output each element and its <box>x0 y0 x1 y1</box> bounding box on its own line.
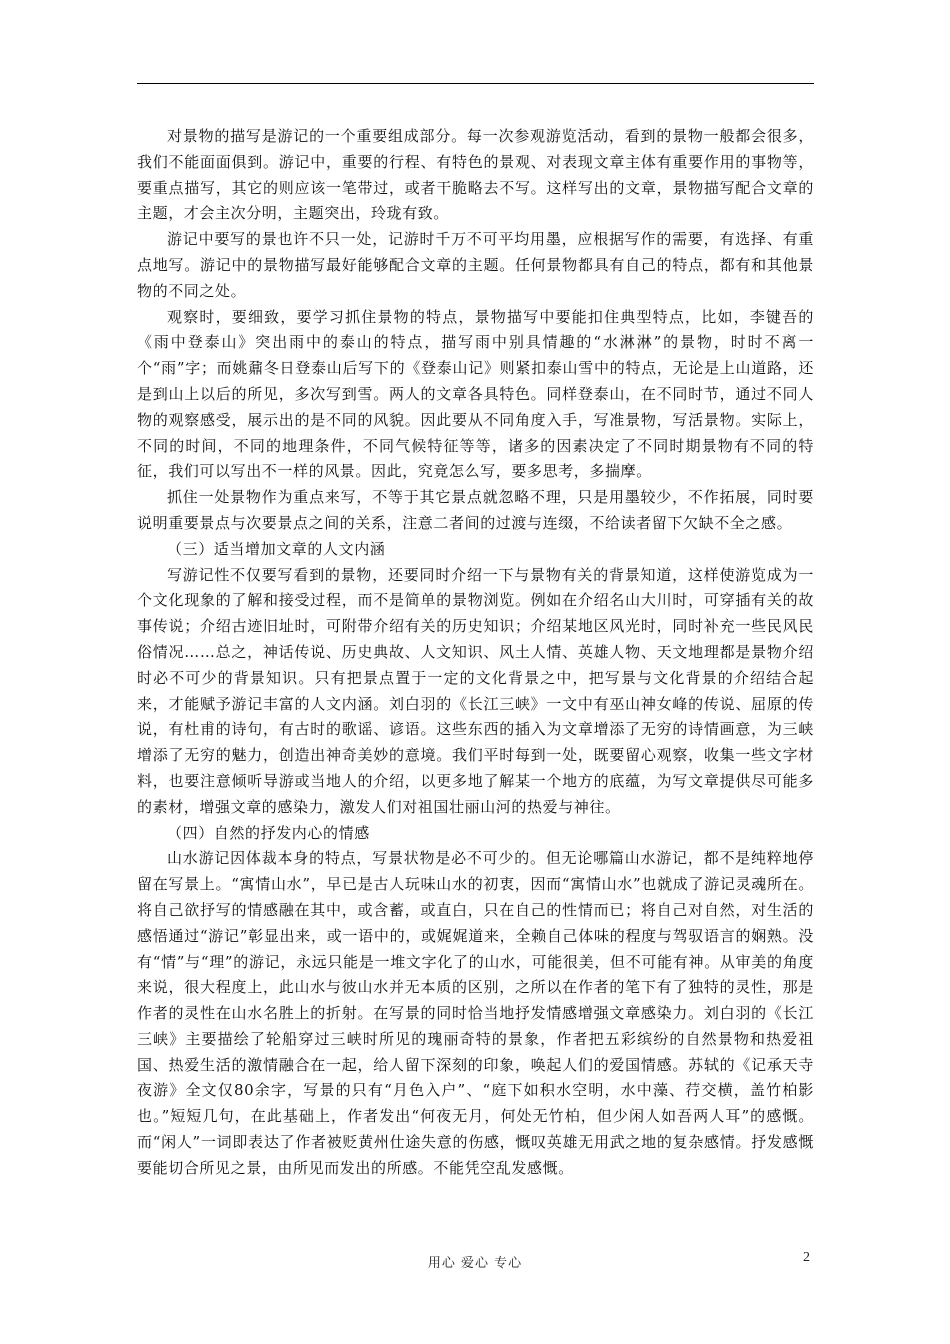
paragraph: 写游记性不仅要写看到的景物，还要同时介绍一下与景物有关的背景知道，这样使游览成为一个文化现象的了解和接受过程，而不是简单的景物浏览。例如在介绍名山大川时，可穿插有关的故事传说；介绍古迹旧址时，可附带介绍有关的历史知识；介绍某地区风光时，同时补充一些民风民俗情况……总之，神话传说、历史典故、人文知识、风土人情、英雄人物、天文地理都是景物介绍时必不可少的背景知识。只有把景点置于一定的文化背景之中，把写景与文化背景的介绍结合起来，才能赋予游记丰富的人文内涵。刘白羽的《长江三峡》一文中有巫山神女峰的传说、屈原的传说，有杜甫的诗句，有古时的歌谣、谚语。这些东西的插入为文章增添了无穷的诗情画意，为三峡增添了无穷的魅力，创造出神奇美妙的意境。我们平时每到一处，既要留心观察，收集一些文字材料，也要注意倾听导游或当地人的介绍，以更多地了解某一个地方的底蕴，为写文章提供尽可能多的素材，增强文章的感染力，激发人们对祖国壮丽山河的热爱与神往。 <box>137 565 814 816</box>
paragraph: 观察时，要细致，要学习抓住景物的特点，景物描写中要能扣住典型特点，比如，李键吾的《雨中登泰山》突出雨中的泰山的特点，描写雨中别具情趣的“水淋淋”的景物，时时不离一个“雨”字；而姚鼐冬日登泰山后写下的《登泰山记》则紧扣泰山雪中的特点，无论是上山道路，还是到山上以后的所见，多次写到雪。两人的文章各具特色。同样登泰山，在不同时节，通过不同人物的观察感受，展示出的是不同的风貌。因此要从不同角度入手，写准景物，写活景物。实际上，不同的时间，不同的地理条件，不同气候特征等等，诸多的因素决定了不同时期景物有不同的特征，我们可以写出不一样的风景。因此，究竟怎么写，要多思考，多揣摩。 <box>137 307 814 481</box>
paragraph: 游记中要写的景也许不只一处，记游时千万不可平均用墨，应根据写作的需要，有选择、有重点地写。游记中的景物描写最好能够配合文章的主题。任何景物都具有自己的特点，都有和其他景物的不同之处。 <box>137 230 814 300</box>
header-rule <box>137 83 814 84</box>
paragraph: 抓住一处景物作为重点来写，不等于其它景点就忽略不理，只是用墨较少，不作拓展，同时要说明重要景点与次要景点之间的关系，注意二者间的过渡与连缀，不给读者留下欠缺不全之感。 <box>137 488 814 532</box>
section-heading: （三）适当增加文章的人文内涵 <box>167 539 386 558</box>
document-body <box>137 124 814 1182</box>
footer-slogan: 用心 爱心 专心 <box>427 1256 523 1271</box>
paragraph: 对景物的描写是游记的一个重要组成部分。每一次参观游览活动，看到的景物一般都会很多，我们不能面面俱到。游记中，重要的行程、有特色的景观、对表现文章主体有重要作用的事物等，要重点描写，其它的则应该一笔带过，或者干脆略去不写。这样写出的文章，景物描写配合文章的主题，才会主次分明，主题突出，玲珑有致。 <box>137 127 814 223</box>
section-heading: （四）自然的抒发内心的情感 <box>167 823 370 842</box>
page-number: 2 <box>803 1250 810 1265</box>
paragraph: 山水游记因体裁本身的特点，写景状物是必不可少的。但无论哪篇山水游记，都不是纯粹地停留在写景上。“寓情山水”，早已是古人玩味山水的初衷，因而“寓情山水”也就成了游记灵魂所在。将自己欲抒写的情感融在其中，或含蓄，或直白，只在自己的性情而已；将自己对自然，对生活的感悟通过“游记”彰显出来，或一语中的，或娓娓道来，全赖自己体味的程度与驾驭语言的娴熟。没有“情”与“理”的游记，永远只能是一堆文字化了的山水，可能很美，但不可能有神。从审美的角度来说，很大程度上，此山水与彼山水并无本质的区别，之所以在作者的笔下有了独特的灵性，那是作者的灵性在山水名胜上的折射。在写景的同时恰当地抒发情感增强文章感染力。刘白羽的《长江三峡》主要描绘了轮船穿过三峡时所见的瑰丽奇特的景象，作者把五彩缤纷的自然景物和热爱祖国、热爱生活的激情融合在一起，给人留下深刻的印象，唤起人们的爱国情感。苏轼的《记承天寺夜游》全文仅80余字，写景的只有“月色入户”、“庭下如积水空明，水中藻、荇交横，盖竹柏影也。”短短几句，在此基础上，作者发出“何夜无月，何处无竹柏，但少闲人如吾两人耳”的感慨。而“闲人”一词即表达了作者被贬黄州仕途失意的伤感，慨叹英雄无用武之地的复杂感情。抒发感慨要能切合所见之景，由所见而发出的所感。不能凭空乱发感慨。 <box>137 849 814 1177</box>
